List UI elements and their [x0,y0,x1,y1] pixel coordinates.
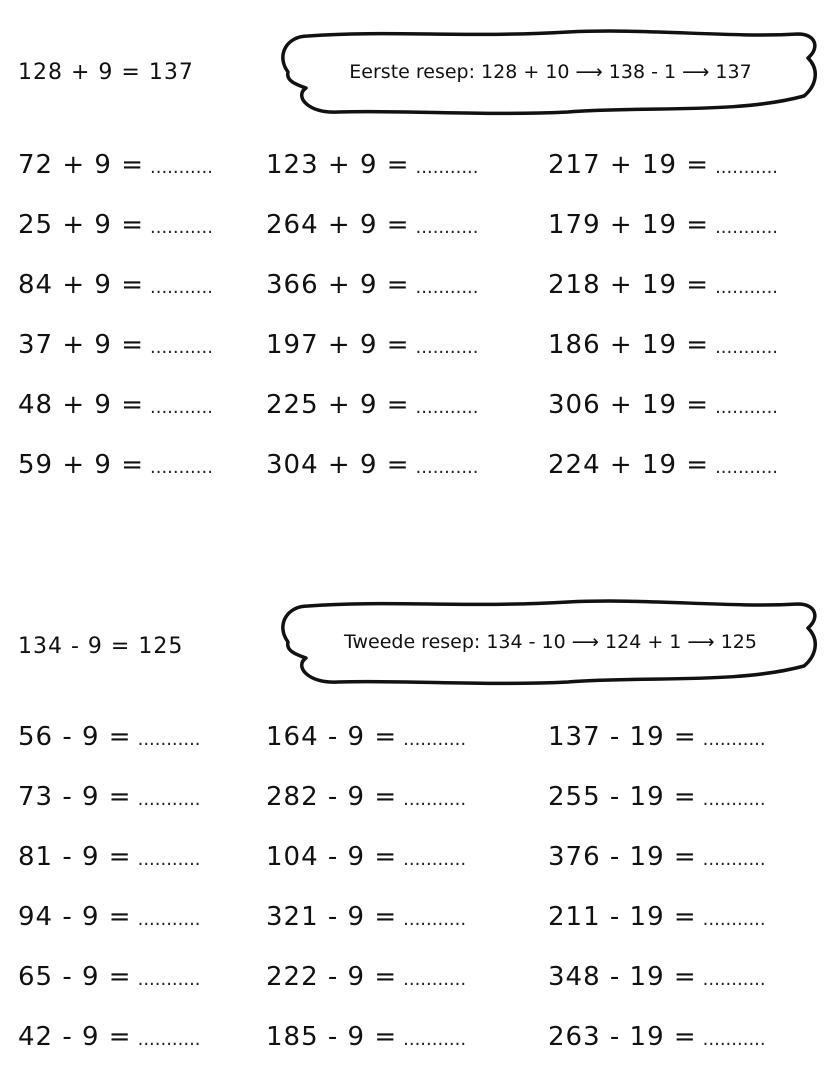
answer-blank[interactable]: ........... [702,849,766,870]
problem-row [18,270,818,310]
answer-blank[interactable]: ........... [715,337,779,358]
problem-row [18,782,818,822]
problem-expression: 348 - 19 = [548,962,697,992]
problem-expression: 321 - 9 = [266,902,398,932]
answer-blank[interactable]: ........... [403,729,467,750]
problem-expression: 263 - 19 = [548,1022,697,1052]
problem-row [18,842,818,882]
problem [548,210,778,240]
problem-expression: 225 + 9 = [266,390,410,420]
answer-blank[interactable]: ........... [715,217,779,238]
answer-blank[interactable]: ........... [415,397,479,418]
answer-blank[interactable]: ........... [137,1029,201,1050]
problem-expression: 186 + 19 = [548,330,710,360]
answer-blank[interactable]: ........... [715,157,779,178]
answer-blank[interactable]: ........... [415,457,479,478]
answer-blank[interactable]: ........... [702,789,766,810]
answer-blank[interactable]: ........... [150,337,213,358]
problem [266,842,466,872]
problem-expression: 164 - 9 = [266,722,398,752]
problem [18,450,213,480]
problem-expression: 72 + 9 = [18,150,144,180]
answer-blank[interactable]: ........... [137,789,201,810]
answer-blank[interactable]: ........... [403,909,467,930]
problem-expression: 282 - 9 = [266,782,398,812]
problem-expression: 59 + 9 = [18,450,144,480]
problem-expression: 218 + 19 = [548,270,710,300]
problem-expression: 197 + 9 = [266,330,410,360]
problem-expression: 48 + 9 = [18,390,144,420]
problem [266,270,479,300]
problem [266,150,479,180]
problem-expression: 255 - 19 = [548,782,697,812]
problem [18,842,201,872]
problem-row [18,1022,818,1062]
problem [266,450,479,480]
problem [548,270,778,300]
problem-expression: 366 + 9 = [266,270,410,300]
problem [266,962,466,992]
problem [548,450,778,480]
problem-expression: 104 - 9 = [266,842,398,872]
problem-expression: 306 + 19 = [548,390,710,420]
problem [18,782,201,812]
answer-blank[interactable]: ........... [137,909,201,930]
problem-expression: 217 + 19 = [548,150,710,180]
problem [548,1022,766,1052]
answer-blank[interactable]: ........... [702,1029,766,1050]
answer-blank[interactable]: ........... [415,337,479,358]
problem [266,1022,466,1052]
problem [548,390,778,420]
problem [18,902,201,932]
problem-row [18,962,818,1002]
problem [18,330,213,360]
example-2: 134 - 9 = 125 [18,634,184,659]
answer-blank[interactable]: ........... [702,729,766,750]
problem-expression: 25 + 9 = [18,210,144,240]
answer-blank[interactable]: ........... [150,217,213,238]
answer-blank[interactable]: ........... [702,969,766,990]
problem-expression: 376 - 19 = [548,842,697,872]
answer-blank[interactable]: ........... [415,277,479,298]
recipe-cloud-2 [268,596,833,688]
answer-blank[interactable]: ........... [715,277,779,298]
problem-row [18,330,818,370]
answer-blank[interactable]: ........... [415,217,479,238]
answer-blank[interactable]: ........... [137,729,201,750]
problem [548,842,766,872]
problem [18,390,213,420]
problem-expression: 123 + 9 = [266,150,410,180]
problem-expression: 84 + 9 = [18,270,144,300]
problem [266,210,479,240]
problem [18,962,201,992]
problem-expression: 37 + 9 = [18,330,144,360]
problem-row [18,210,818,250]
problem-expression: 185 - 9 = [266,1022,398,1052]
problem-expression: 56 - 9 = [18,722,132,752]
problem-row [18,722,818,762]
problem-expression: 222 - 9 = [266,962,398,992]
answer-blank[interactable]: ........... [150,397,213,418]
problem-row [18,390,818,430]
problem [548,330,778,360]
problem-expression: 81 - 9 = [18,842,132,872]
problem-expression: 304 + 9 = [266,450,410,480]
problem [548,962,766,992]
problem-expression: 42 - 9 = [18,1022,132,1052]
problem [548,150,778,180]
problem [266,902,466,932]
answer-blank[interactable]: ........... [137,849,201,870]
problem [18,150,213,180]
problem [18,270,213,300]
problem [18,1022,201,1052]
problem-expression: 73 - 9 = [18,782,132,812]
answer-blank[interactable]: ........... [403,1029,467,1050]
answer-blank[interactable]: ........... [150,157,213,178]
example-1: 128 + 9 = 137 [18,60,194,85]
answer-blank[interactable]: ........... [702,909,766,930]
recipe-text-1: Eerste resep: 128 + 10 ⟶ 138 - 1 ⟶ 137 [349,61,752,83]
problem [18,722,201,752]
answer-blank[interactable]: ........... [715,397,779,418]
recipe-cloud-1 [268,26,833,118]
answer-blank[interactable]: ........... [150,457,213,478]
recipe-text-2: Tweede resep: 134 - 10 ⟶ 124 + 1 ⟶ 125 [344,631,757,653]
answer-blank[interactable]: ........... [403,969,467,990]
answer-blank[interactable]: ........... [403,789,467,810]
problem-expression: 179 + 19 = [548,210,710,240]
answer-blank[interactable]: ........... [715,457,779,478]
problem-row [18,902,818,942]
problem [266,390,479,420]
problem-row [18,450,818,490]
answer-blank[interactable]: ........... [150,277,213,298]
problem-expression: 94 - 9 = [18,902,132,932]
problem [266,722,466,752]
problem-expression: 264 + 9 = [266,210,410,240]
answer-blank[interactable]: ........... [137,969,201,990]
problem [266,330,479,360]
problem-expression: 137 - 19 = [548,722,697,752]
problem-expression: 65 - 9 = [18,962,132,992]
problem [548,782,766,812]
problem [18,210,213,240]
problem-row [18,150,818,190]
problem [548,902,766,932]
problem [266,782,466,812]
answer-blank[interactable]: ........... [403,849,467,870]
problem-expression: 211 - 19 = [548,902,697,932]
problem-expression: 224 + 19 = [548,450,710,480]
answer-blank[interactable]: ........... [415,157,479,178]
problem [548,722,766,752]
